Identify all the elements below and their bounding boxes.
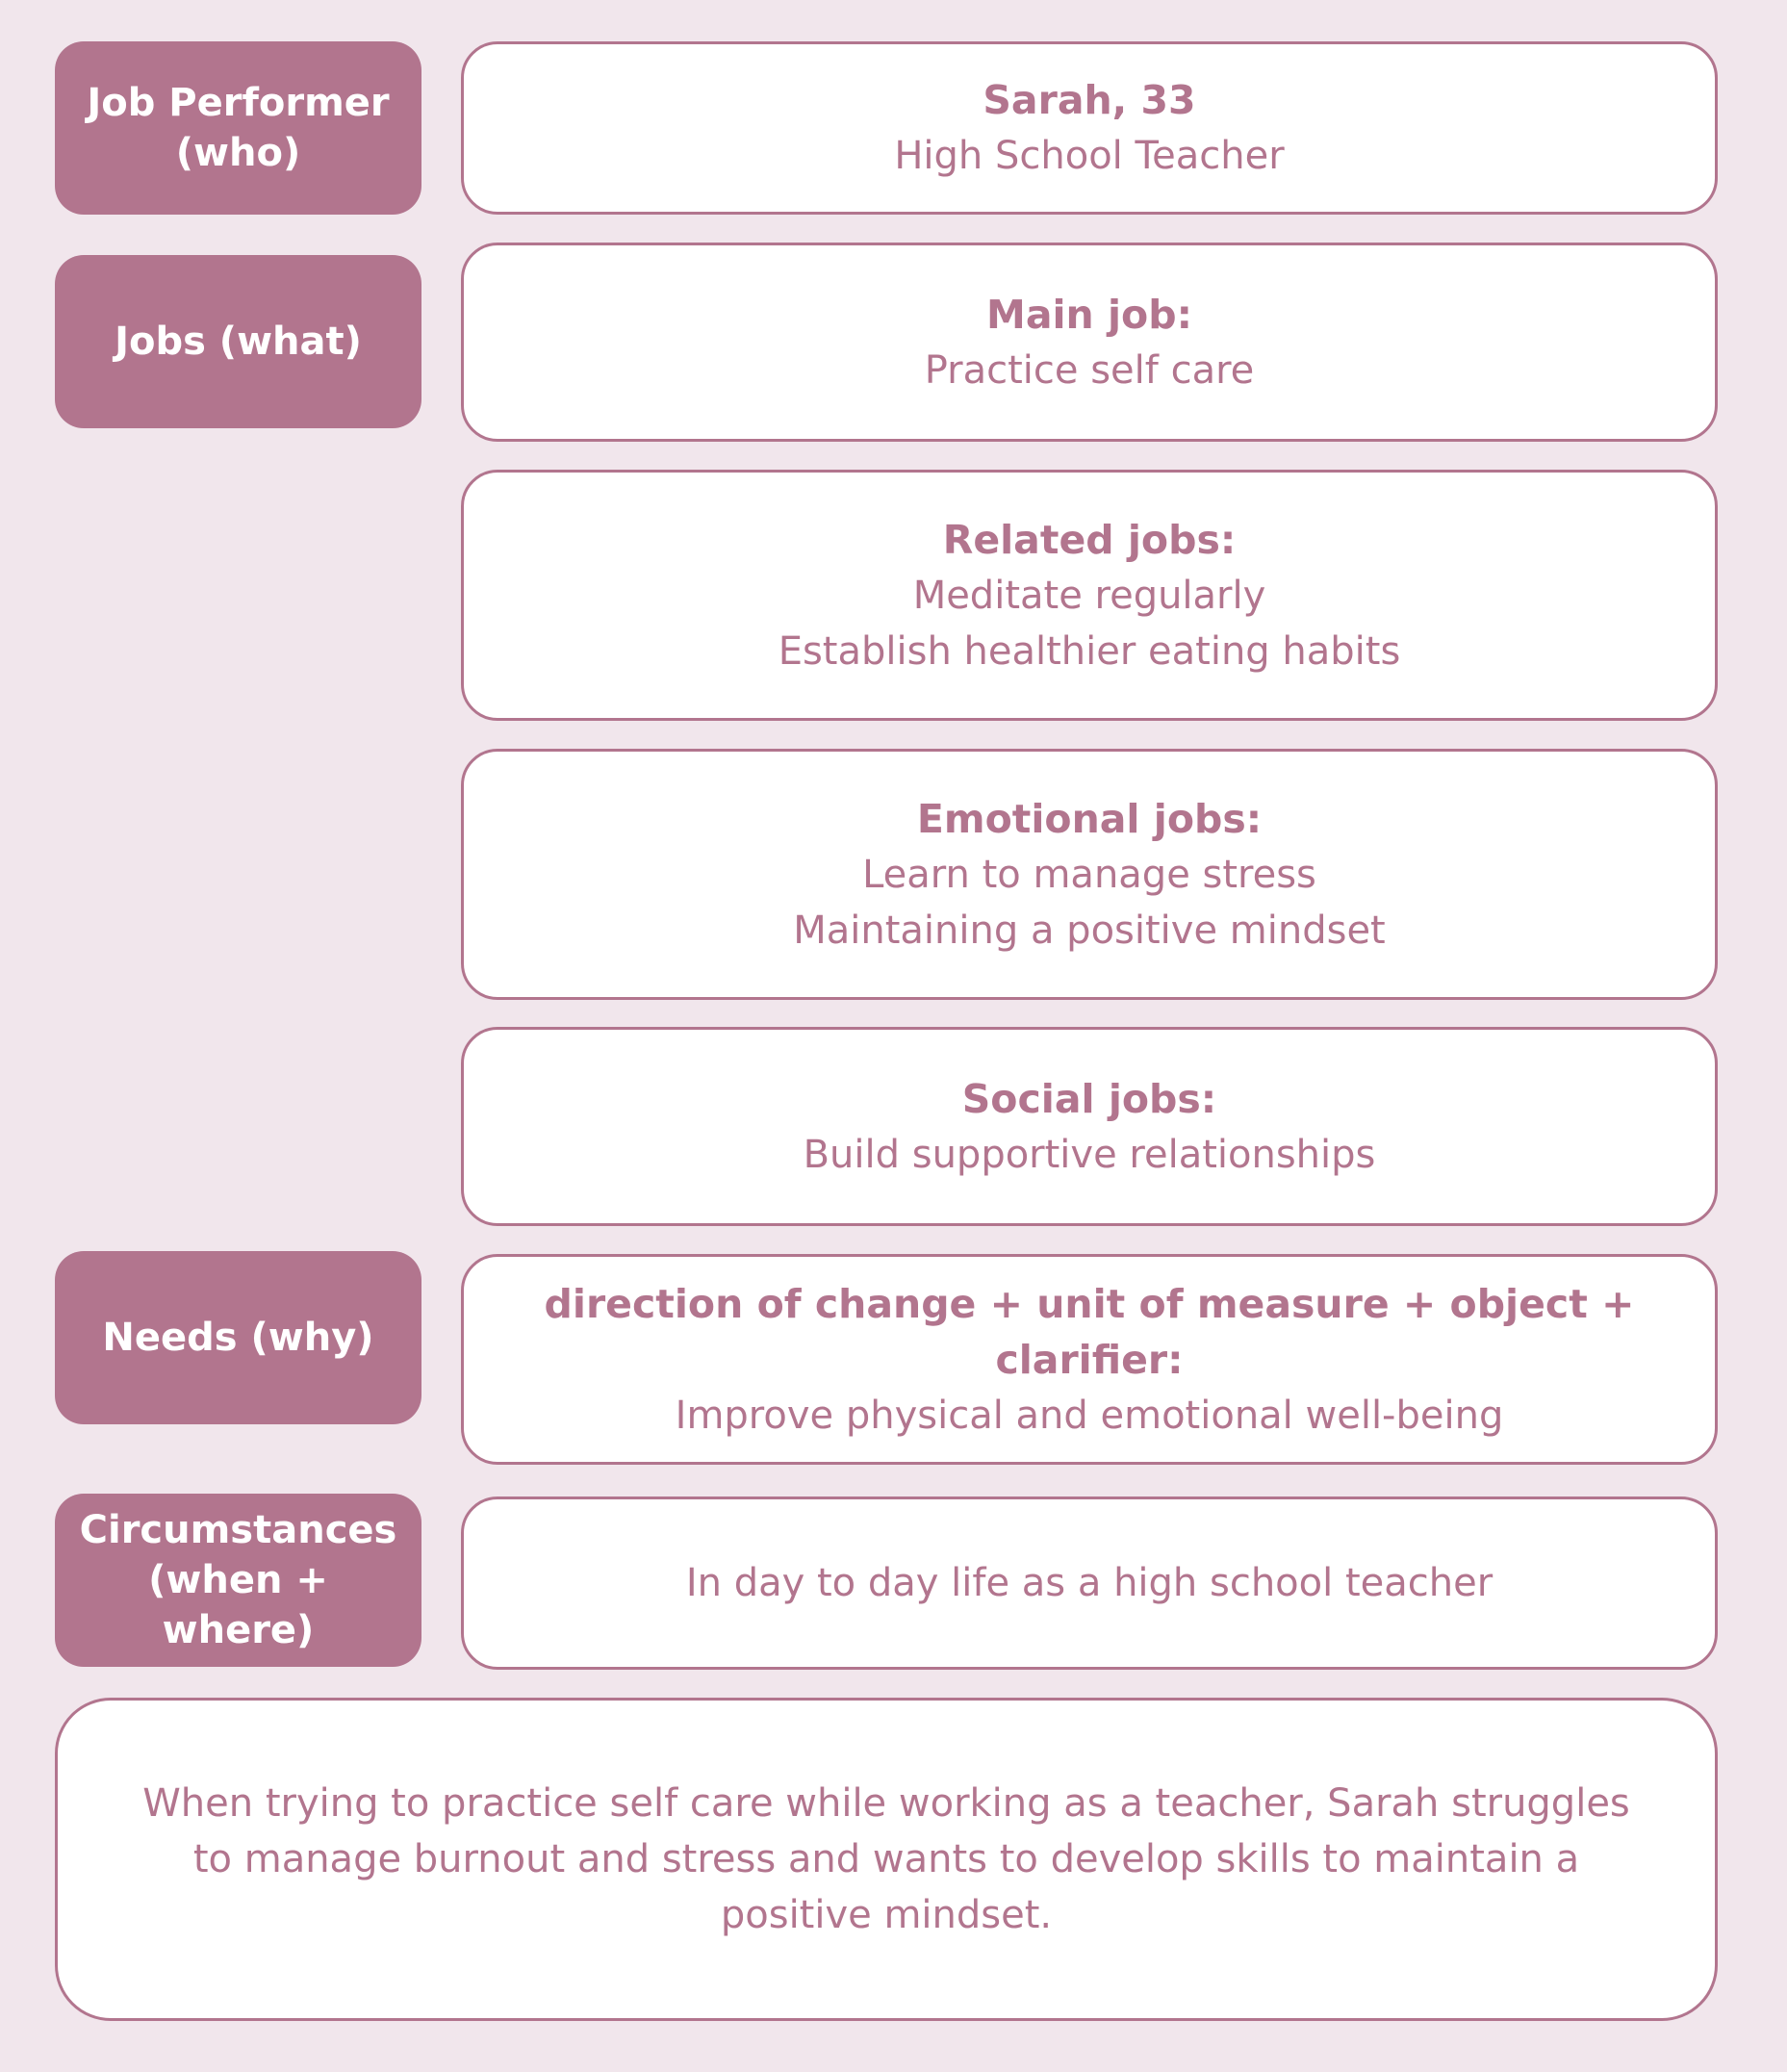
job-performer-name: Sarah, 33 [983, 77, 1196, 123]
needs-box [461, 1254, 1718, 1465]
emotional-job-item: Learn to manage stress [862, 852, 1316, 897]
needs-label [55, 1251, 421, 1424]
circumstances-text: In day to day life as a high school teacher [685, 1561, 1493, 1605]
job-statement-text: When trying to practice self care while working as a teacher, Sarah struggles to manage burnout and stress and wants to develop skills to maintain a positive mindset. [142, 1781, 1630, 1937]
emotional-job-item: Maintaining a positive mindset [793, 908, 1386, 953]
job-statement-box [55, 1698, 1718, 2021]
main-job-text: Practice self care [924, 347, 1255, 393]
job-performer-label-line-1: Job Performer [87, 81, 390, 125]
job-performer-label [55, 41, 421, 215]
jobs-label [55, 255, 421, 428]
related-job-item: Meditate regularly [912, 573, 1266, 618]
social-job-item: Build supportive relationships [803, 1132, 1376, 1177]
circumstances-box [461, 1496, 1718, 1670]
emotional-jobs-box [461, 749, 1718, 1000]
main-job-heading: Main job: [986, 291, 1192, 338]
social-jobs-heading: Social jobs: [961, 1075, 1217, 1122]
job-performer-box [461, 41, 1718, 215]
jobs-label-line-1: Jobs (what) [115, 320, 362, 364]
related-jobs-box [461, 470, 1718, 721]
needs-heading: direction of change + unit of measure + object + clarifier: [544, 1280, 1635, 1383]
related-jobs-heading: Related jobs: [942, 516, 1237, 563]
circumstances-label-line-2: (when + where) [148, 1558, 328, 1652]
main-job-box [461, 243, 1718, 442]
emotional-jobs-heading: Emotional jobs: [916, 795, 1263, 842]
job-performer-role: High School Teacher [894, 134, 1285, 178]
related-job-item: Establish healthier eating habits [778, 628, 1401, 674]
circumstances-label [55, 1494, 421, 1667]
needs-text: Improve physical and emotional well-being [675, 1393, 1504, 1438]
social-jobs-box [461, 1027, 1718, 1226]
job-performer-label-line-2: (who) [175, 131, 301, 175]
needs-label-line-1: Needs (why) [102, 1316, 374, 1360]
circumstances-label-line-1: Circumstances [79, 1508, 397, 1552]
